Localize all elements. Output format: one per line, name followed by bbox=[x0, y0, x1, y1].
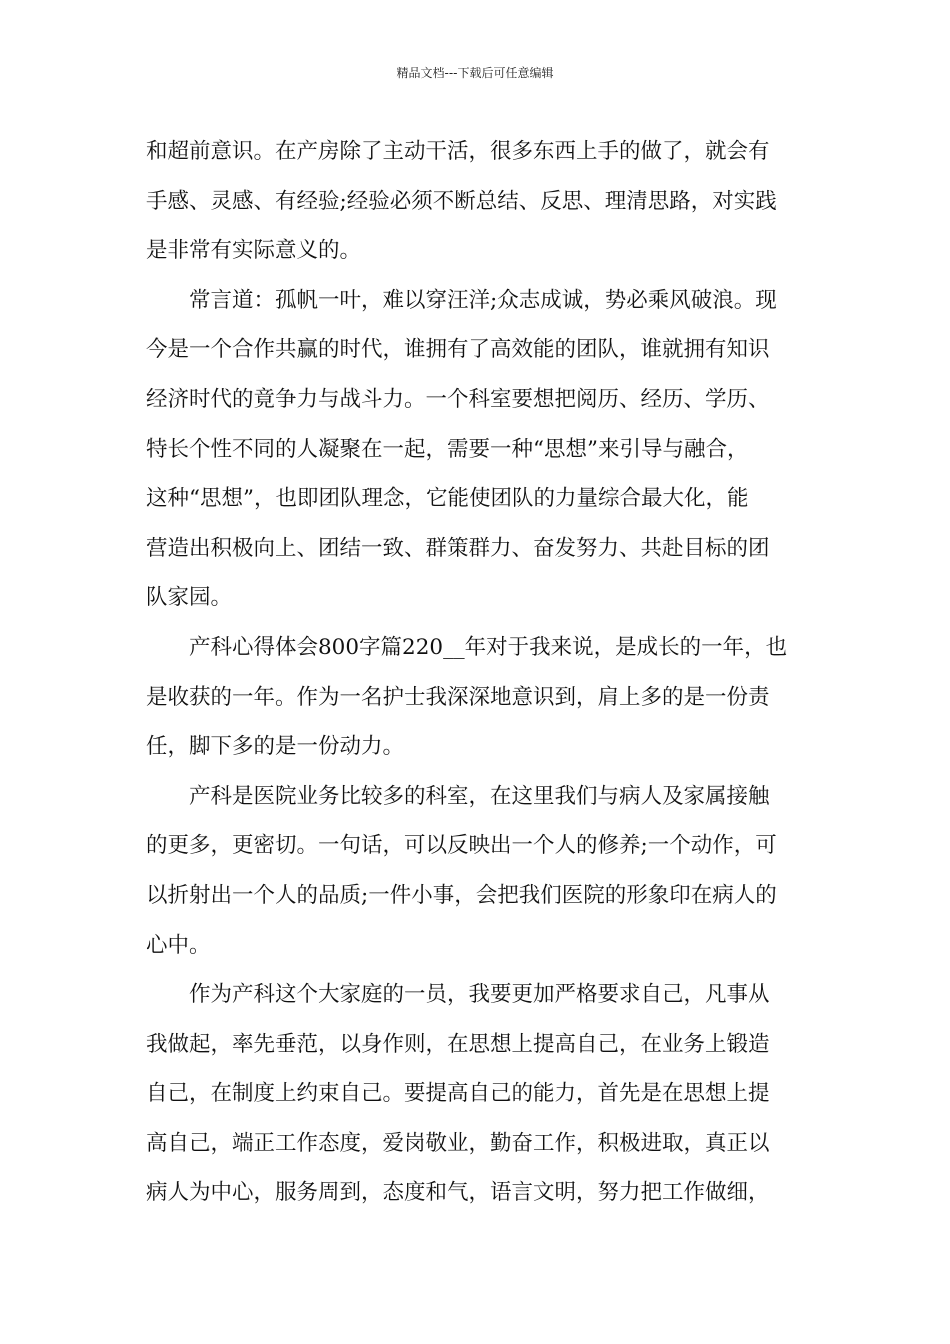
text-line: 是收获的一年。作为一名护士我深深地意识到，肩上多的是一份责 bbox=[146, 684, 770, 710]
paragraph-first-line: 产科是医院业务比较多的科室，在这里我们与病人及家属接触 bbox=[189, 783, 770, 809]
text-line: 和超前意识。在产房除了主动干活，很多东西上手的做了，就会有 bbox=[146, 139, 770, 164]
text-line: 自己，在制度上约束自己。要提高自己的能力，首先是在思想上提 bbox=[146, 1081, 770, 1107]
paragraph-first-line: 产科心得体会800字篇220__年对于我来说，是成长的一年，也 bbox=[189, 634, 788, 660]
paragraph-first-line: 作为产科这个大家庭的一员，我要更加严格要求自己，凡事从 bbox=[189, 982, 770, 1008]
page-header: 精品文档---下载后可任意编辑 bbox=[396, 66, 554, 80]
document-body bbox=[146, 127, 808, 1218]
text-line: 手感、灵感、有经验;经验必须不断总结、反思、理清思路，对实践 bbox=[146, 188, 777, 214]
paragraph-first-line: 常言道：孤帆一叶，难以穿汪洋;众志成诚，势必乘风破浪。现 bbox=[189, 287, 777, 313]
text-line: 经济时代的竟争力与战斗力。一个科室要想把阅历、经历、学历、 bbox=[146, 386, 770, 412]
text-line: 队家园。 bbox=[146, 585, 233, 611]
text-line: 高自己，端正工作态度，爱岗敬业，勤奋工作，积极进取，真正以 bbox=[146, 1130, 770, 1156]
text-line: 是非常有实际意义的。 bbox=[146, 238, 362, 264]
text-line: 心中。 bbox=[146, 932, 211, 958]
text-line: 病人为中心，服务周到，态度和气，语言文明，努力把工作做细， bbox=[146, 1180, 770, 1206]
text-line: 特长个性不同的人凝聚在一起，需要一种“思想”来引导与融合， bbox=[146, 436, 749, 462]
text-line: 任，脚下多的是一份动力。 bbox=[146, 734, 405, 760]
text-line: 我做起，率先垂范，以身作则，在思想上提高自己，在业务上锻造 bbox=[146, 1031, 770, 1057]
text-line: 的更多，更密切。一句话，可以反映出一个人的修养;一个动作，可 bbox=[146, 833, 777, 859]
text-line: 营造出积极向上、团结一致、群策群力、奋发努力、共赴目标的团 bbox=[146, 535, 770, 561]
text-line: 以折射出一个人的品质;一件小事，会把我们医院的形象印在病人的 bbox=[146, 882, 777, 908]
text-line: 今是一个合作共赢的时代，谁拥有了高效能的团队，谁就拥有知识 bbox=[146, 337, 770, 363]
text-line: 这种“思想”，也即团队理念，它能使团队的力量综合最大化，能 bbox=[146, 486, 749, 512]
